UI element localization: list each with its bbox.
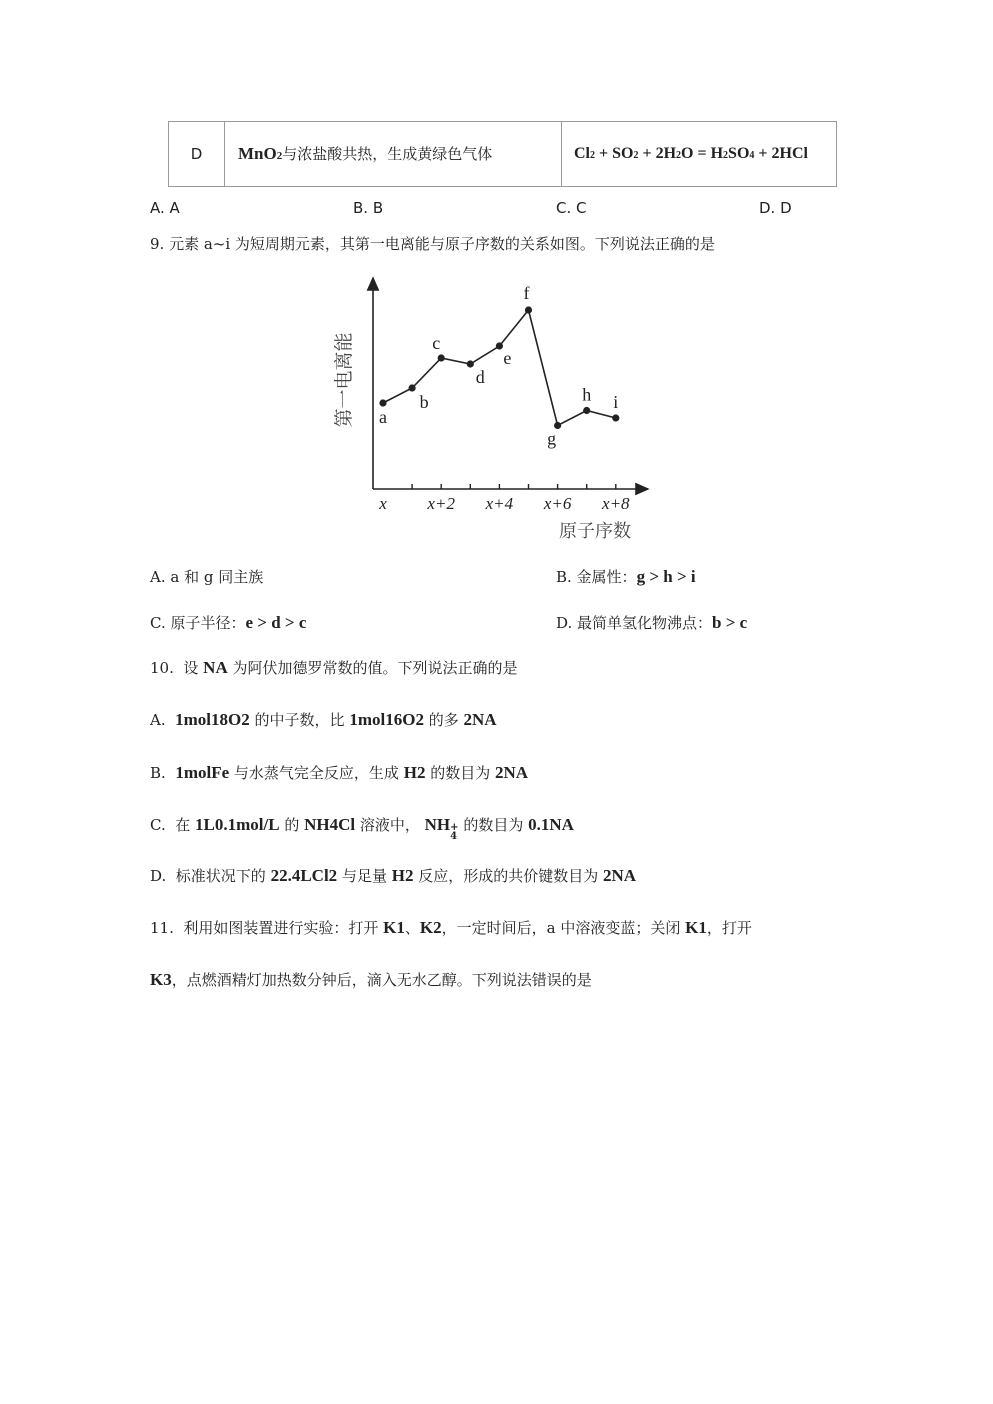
x-tick-label: x+6 [543, 494, 572, 513]
point-label-a: a [379, 407, 387, 427]
q9-stem: 9. 元素 a~i 为短周期元素，其第一电离能与原子序数的关系如图。下列说法正确的是 [150, 235, 715, 253]
point-label-i: i [613, 392, 619, 412]
q9-option-a: A. a 和 g 同主族 [150, 568, 264, 586]
reaction-equation: Cl 2 + SO 2 + 2H 2 O = H 2 SO 4 + 2HCl [574, 145, 808, 162]
series-line [383, 310, 619, 426]
q8-option-b: B. B [353, 199, 384, 217]
table-cell-letter [169, 122, 225, 187]
q11-stem-line1: 11. 利用如图装置进行实验：打开 K 1 、 K 2 ，一定时间后，a 中溶液变蓝；关闭 K 1 ，打开 [150, 918, 752, 937]
data-point-d [467, 360, 474, 367]
options-table [168, 121, 837, 187]
data-point-c [438, 354, 445, 361]
point-label-d: d [475, 367, 485, 387]
q10-option-a: A. 1mol 18 O 2 的中子数，比 1mol 16 O 2 的多 2N A [150, 710, 497, 729]
x-tick-label: x [379, 494, 387, 513]
point-label-g: g [547, 428, 557, 449]
q10-option-d: D. 标准状况下的 22.4LCl 2 与足量 H 2 反应，形成的共价键数目为 2N A [150, 866, 637, 885]
data-point-e [496, 342, 503, 349]
x-tick-label: x+2 [427, 494, 455, 513]
y-axis-label: 第一电离能 [333, 332, 355, 428]
x-tick-label: x+8 [602, 494, 630, 513]
data-point-i [612, 414, 619, 421]
x-axis-label: 原子序数 [559, 521, 631, 542]
data-point-b [409, 384, 416, 391]
data-point-a [379, 399, 386, 406]
x-tick-label: x+4 [485, 494, 514, 513]
point-label-e: e [503, 348, 512, 368]
point-label-f: f [523, 283, 530, 303]
q10-option-c: C. 在 1L0.1mol/L 的 NH 4 Cl 溶液中， NH + 4 的数目为 0.1N A [150, 815, 574, 842]
point-label-c: c [432, 333, 441, 353]
q8-option-c: C. C [556, 199, 587, 217]
q11-stem-line2: K 3 ，点燃酒精灯加热数分钟后，滴入无水乙醇。下列说法错误的是 [150, 970, 592, 989]
reagent-description: 与浓盐酸共热，生成黄绿色气体 [282, 145, 493, 163]
table-row [169, 122, 837, 187]
q8-option-a: A. A [150, 199, 180, 217]
q10-option-b: B. 1molFe 与水蒸气完全反应，生成 H 2 的数目为 2N A [150, 763, 529, 782]
row-letter: D [190, 145, 203, 163]
q8-option-d: D. D [759, 199, 792, 217]
ionization-energy-chart [330, 270, 670, 550]
q9-option-d: D. 最简单氢化物沸点： b > c [556, 613, 748, 632]
q9-option-c: C. 原子半径： e > d > c [150, 613, 307, 632]
reagent-formula: MnO [238, 144, 277, 163]
q9-option-b: B. 金属性： g > h > i [556, 567, 696, 586]
q10-stem: 10. 设 N A 为阿伏加德罗常数的值。下列说法正确的是 [150, 658, 518, 677]
point-label-b: b [419, 392, 429, 412]
data-point-h [583, 407, 590, 414]
data-point-f [525, 306, 532, 313]
table-cell-description: MnO 2 与浓盐酸共热，生成黄绿色气体 [225, 122, 562, 187]
table-cell-equation [562, 122, 837, 187]
point-label-h: h [582, 384, 592, 405]
